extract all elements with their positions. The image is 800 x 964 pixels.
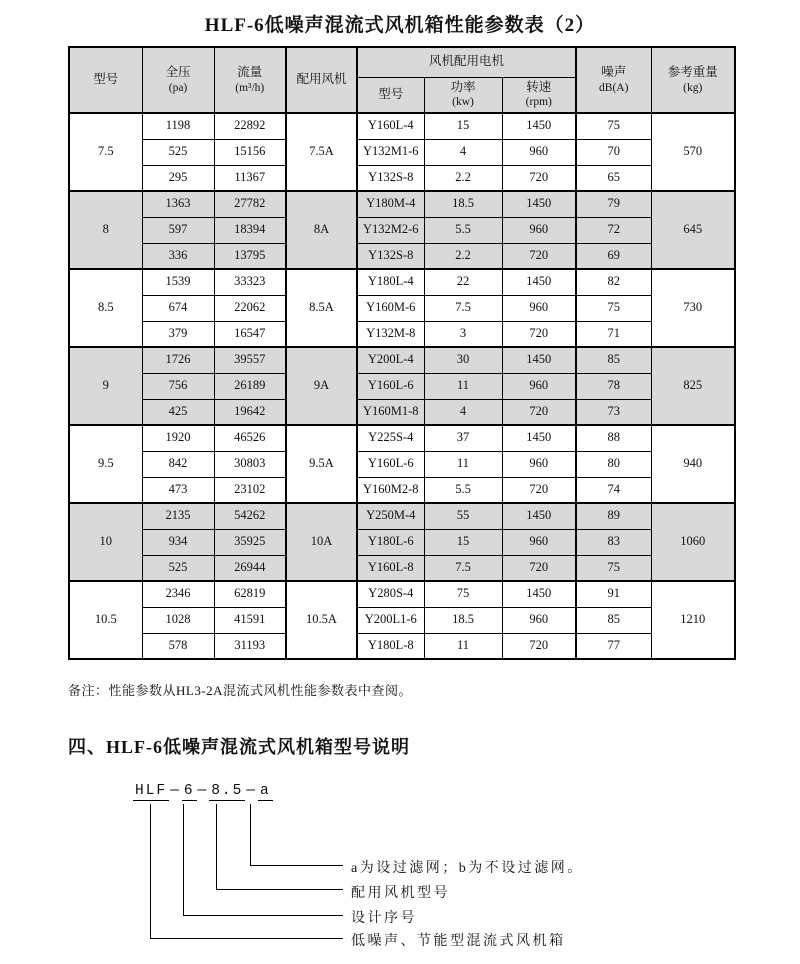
cell-motor-model: Y132M-8	[357, 321, 424, 347]
cell-flow: 35925	[214, 529, 286, 555]
cell-flow: 26944	[214, 555, 286, 581]
cell-flow: 39557	[214, 347, 286, 373]
cell-pressure: 1726	[142, 347, 214, 373]
cell-motor-model: Y132S-8	[357, 243, 424, 269]
cell-flow: 41591	[214, 607, 286, 633]
header-noise	[576, 47, 651, 113]
cell-model: 9.5	[69, 425, 142, 503]
table-row	[69, 607, 735, 633]
connector-line	[183, 804, 343, 916]
cell-noise: 74	[576, 477, 651, 503]
header-speed-label: 转速	[526, 79, 552, 94]
table-row	[69, 399, 735, 425]
cell-power: 5.5	[424, 477, 502, 503]
cell-noise: 77	[576, 633, 651, 659]
header-weight	[651, 47, 735, 113]
table-row	[69, 139, 735, 165]
cell-motor-model: Y250M-4	[357, 503, 424, 529]
cell-motor-model: Y280S-4	[357, 581, 424, 607]
section-heading: 四、HLF-6低噪声混流式风机箱型号说明	[68, 737, 410, 757]
cell-power: 22	[424, 269, 502, 295]
code-segment-series: HLF	[135, 783, 168, 799]
cell-noise: 69	[576, 243, 651, 269]
cell-power: 4	[424, 139, 502, 165]
cell-fan: 9A	[286, 347, 357, 425]
header-motor-model	[357, 77, 424, 113]
header-speed-unit: (rpm)	[525, 96, 552, 109]
header-flow-unit: (m³/h)	[235, 81, 265, 94]
cell-flow: 62819	[214, 581, 286, 607]
cell-speed: 960	[502, 529, 576, 555]
code-segment-filter: a	[260, 783, 271, 799]
cell-motor-model: Y132M2-6	[357, 217, 424, 243]
header-weight-unit: (kg)	[683, 81, 703, 94]
cell-noise: 75	[576, 113, 651, 139]
cell-noise: 89	[576, 503, 651, 529]
performance-table-wrapper	[68, 46, 736, 660]
cell-pressure: 295	[142, 165, 214, 191]
cell-power: 7.5	[424, 555, 502, 581]
cell-power: 7.5	[424, 295, 502, 321]
cell-noise: 85	[576, 607, 651, 633]
cell-pressure: 2135	[142, 503, 214, 529]
header-model	[69, 47, 142, 113]
cell-pressure: 934	[142, 529, 214, 555]
cell-motor-model: Y180M-4	[357, 191, 424, 217]
cell-fan: 8A	[286, 191, 357, 269]
cell-fan: 10.5A	[286, 581, 357, 659]
cell-model: 7.5	[69, 113, 142, 191]
cell-speed: 960	[502, 451, 576, 477]
cell-flow: 16547	[214, 321, 286, 347]
table-row	[69, 321, 735, 347]
diagram-label-fan-model: 配用风机型号	[351, 886, 450, 901]
cell-power: 11	[424, 633, 502, 659]
header-pressure	[142, 47, 214, 113]
header-noise-unit: dB(A)	[599, 81, 629, 94]
cell-pressure: 842	[142, 451, 214, 477]
header-power-unit: (kw)	[452, 96, 474, 109]
cell-power: 5.5	[424, 217, 502, 243]
cell-weight: 730	[651, 269, 735, 347]
cell-pressure: 336	[142, 243, 214, 269]
cell-motor-model: Y180L-6	[357, 529, 424, 555]
cell-model: 10.5	[69, 581, 142, 659]
cell-speed: 1450	[502, 581, 576, 607]
cell-model: 10	[69, 503, 142, 581]
table-row	[69, 113, 735, 139]
cell-weight: 570	[651, 113, 735, 191]
header-motor-group	[357, 47, 576, 77]
cell-pressure: 756	[142, 373, 214, 399]
cell-power: 15	[424, 113, 502, 139]
header-power	[424, 77, 502, 113]
cell-speed: 1450	[502, 347, 576, 373]
cell-flow: 19642	[214, 399, 286, 425]
cell-noise: 83	[576, 529, 651, 555]
table-row	[69, 217, 735, 243]
cell-noise: 75	[576, 295, 651, 321]
cell-flow: 30803	[214, 451, 286, 477]
table-row	[69, 347, 735, 373]
cell-flow: 46526	[214, 425, 286, 451]
model-code	[133, 783, 273, 799]
cell-speed: 720	[502, 399, 576, 425]
cell-noise: 73	[576, 399, 651, 425]
cell-motor-model: Y200L-4	[357, 347, 424, 373]
header-speed	[502, 77, 576, 113]
cell-motor-model: Y160L-8	[357, 555, 424, 581]
table-row	[69, 581, 735, 607]
cell-power: 75	[424, 581, 502, 607]
cell-flow: 15156	[214, 139, 286, 165]
table-row	[69, 503, 735, 529]
connector-line	[216, 804, 343, 890]
cell-speed: 1450	[502, 503, 576, 529]
cell-weight: 940	[651, 425, 735, 503]
header-model-label: 型号	[93, 72, 119, 87]
header-pressure-unit: (pa)	[168, 81, 188, 94]
cell-power: 4	[424, 399, 502, 425]
cell-fan: 10A	[286, 503, 357, 581]
cell-weight: 645	[651, 191, 735, 269]
cell-speed: 720	[502, 165, 576, 191]
cell-noise: 79	[576, 191, 651, 217]
code-dash: —	[170, 783, 181, 799]
header-flow-label: 流量	[237, 65, 263, 79]
cell-flow: 54262	[214, 503, 286, 529]
header-fan-label: 配用风机	[296, 72, 347, 87]
table-row	[69, 165, 735, 191]
code-segment-size: 8.5	[211, 783, 244, 799]
cell-flow: 33323	[214, 269, 286, 295]
cell-motor-model: Y160M-6	[357, 295, 424, 321]
cell-noise: 82	[576, 269, 651, 295]
cell-speed: 1450	[502, 113, 576, 139]
cell-speed: 1450	[502, 191, 576, 217]
cell-power: 55	[424, 503, 502, 529]
table-row	[69, 425, 735, 451]
table-row	[69, 633, 735, 659]
cell-flow: 11367	[214, 165, 286, 191]
table-row	[69, 191, 735, 217]
cell-fan: 9.5A	[286, 425, 357, 503]
cell-speed: 960	[502, 607, 576, 633]
cell-speed: 720	[502, 321, 576, 347]
cell-pressure: 379	[142, 321, 214, 347]
cell-flow: 13795	[214, 243, 286, 269]
header-pressure-label: 全压	[165, 65, 191, 79]
cell-pressure: 525	[142, 139, 214, 165]
connector-line	[150, 804, 343, 939]
cell-flow: 23102	[214, 477, 286, 503]
cell-power: 3	[424, 321, 502, 347]
cell-flow: 31193	[214, 633, 286, 659]
diagram-label-box-type: 低噪声、节能型混流式风机箱	[351, 934, 566, 949]
cell-pressure: 578	[142, 633, 214, 659]
cell-speed: 720	[502, 555, 576, 581]
cell-power: 11	[424, 373, 502, 399]
cell-flow: 27782	[214, 191, 286, 217]
cell-speed: 960	[502, 217, 576, 243]
cell-model: 8	[69, 191, 142, 269]
cell-pressure: 1539	[142, 269, 214, 295]
header-fan	[286, 47, 357, 113]
table-row	[69, 373, 735, 399]
connector-line	[250, 804, 343, 866]
cell-weight: 825	[651, 347, 735, 425]
cell-motor-model: Y160L-6	[357, 451, 424, 477]
cell-speed: 960	[502, 139, 576, 165]
diagram-label-design-serial: 设计序号	[351, 911, 417, 926]
cell-pressure: 473	[142, 477, 214, 503]
cell-flow: 22892	[214, 113, 286, 139]
cell-speed: 720	[502, 477, 576, 503]
cell-speed: 720	[502, 633, 576, 659]
header-motor-group-label: 风机配用电机	[428, 54, 504, 69]
table-row	[69, 529, 735, 555]
cell-noise: 72	[576, 217, 651, 243]
cell-pressure: 1920	[142, 425, 214, 451]
cell-power: 30	[424, 347, 502, 373]
footnote: 备注：性能参数从HL3-2A混流式风机性能参数表中查阅。	[68, 683, 413, 698]
cell-pressure: 1363	[142, 191, 214, 217]
cell-motor-model: Y160L-4	[357, 113, 424, 139]
cell-noise: 88	[576, 425, 651, 451]
cell-power: 2.2	[424, 165, 502, 191]
cell-motor-model: Y160M1-8	[357, 399, 424, 425]
cell-weight: 1060	[651, 503, 735, 581]
cell-motor-model: Y132M1-6	[357, 139, 424, 165]
performance-table	[68, 46, 736, 660]
table-row	[69, 451, 735, 477]
cell-noise: 80	[576, 451, 651, 477]
cell-motor-model: Y160L-6	[357, 373, 424, 399]
cell-pressure: 525	[142, 555, 214, 581]
header-motor-model-label: 型号	[378, 86, 404, 101]
cell-fan: 7.5A	[286, 113, 357, 191]
table-row	[69, 243, 735, 269]
code-segment-design: 6	[183, 783, 195, 799]
cell-pressure: 1028	[142, 607, 214, 633]
cell-motor-model: Y180L-8	[357, 633, 424, 659]
table-row	[69, 477, 735, 503]
cell-flow: 26189	[214, 373, 286, 399]
header-power-label: 功率	[450, 79, 476, 94]
cell-noise: 75	[576, 555, 651, 581]
cell-noise: 85	[576, 347, 651, 373]
cell-pressure: 425	[142, 399, 214, 425]
cell-motor-model: Y180L-4	[357, 269, 424, 295]
cell-noise: 71	[576, 321, 651, 347]
cell-fan: 8.5A	[286, 269, 357, 347]
cell-motor-model: Y160M2-8	[357, 477, 424, 503]
cell-flow: 22062	[214, 295, 286, 321]
cell-speed: 720	[502, 243, 576, 269]
cell-power: 18.5	[424, 191, 502, 217]
table-body	[69, 113, 735, 659]
cell-power: 2.2	[424, 243, 502, 269]
code-dash: —	[246, 783, 258, 799]
cell-model: 8.5	[69, 269, 142, 347]
cell-pressure: 597	[142, 217, 214, 243]
cell-speed: 960	[502, 373, 576, 399]
cell-speed: 1450	[502, 269, 576, 295]
cell-motor-model: Y225S-4	[357, 425, 424, 451]
table-row	[69, 555, 735, 581]
table-row	[69, 295, 735, 321]
cell-power: 15	[424, 529, 502, 555]
code-dash: —	[197, 783, 209, 799]
cell-model: 9	[69, 347, 142, 425]
header-noise-label: 噪声	[601, 65, 627, 79]
cell-power: 18.5	[424, 607, 502, 633]
header-flow	[214, 47, 286, 113]
cell-pressure: 1198	[142, 113, 214, 139]
cell-noise: 78	[576, 373, 651, 399]
cell-noise: 65	[576, 165, 651, 191]
diagram-label-filter: a为设过滤网；b为不设过滤网。	[351, 861, 584, 876]
cell-speed: 1450	[502, 425, 576, 451]
cell-noise: 91	[576, 581, 651, 607]
cell-pressure: 2346	[142, 581, 214, 607]
header-weight-label: 参考重量	[667, 65, 718, 79]
cell-weight: 1210	[651, 581, 735, 659]
table-row	[69, 269, 735, 295]
cell-flow: 18394	[214, 217, 286, 243]
cell-noise: 70	[576, 139, 651, 165]
cell-motor-model: Y132S-8	[357, 165, 424, 191]
cell-pressure: 674	[142, 295, 214, 321]
page-title: HLF-6低噪声混流式风机箱性能参数表（2）	[204, 15, 596, 36]
cell-motor-model: Y200L1-6	[357, 607, 424, 633]
cell-power: 37	[424, 425, 502, 451]
cell-power: 11	[424, 451, 502, 477]
table-header	[69, 47, 735, 113]
cell-speed: 960	[502, 295, 576, 321]
